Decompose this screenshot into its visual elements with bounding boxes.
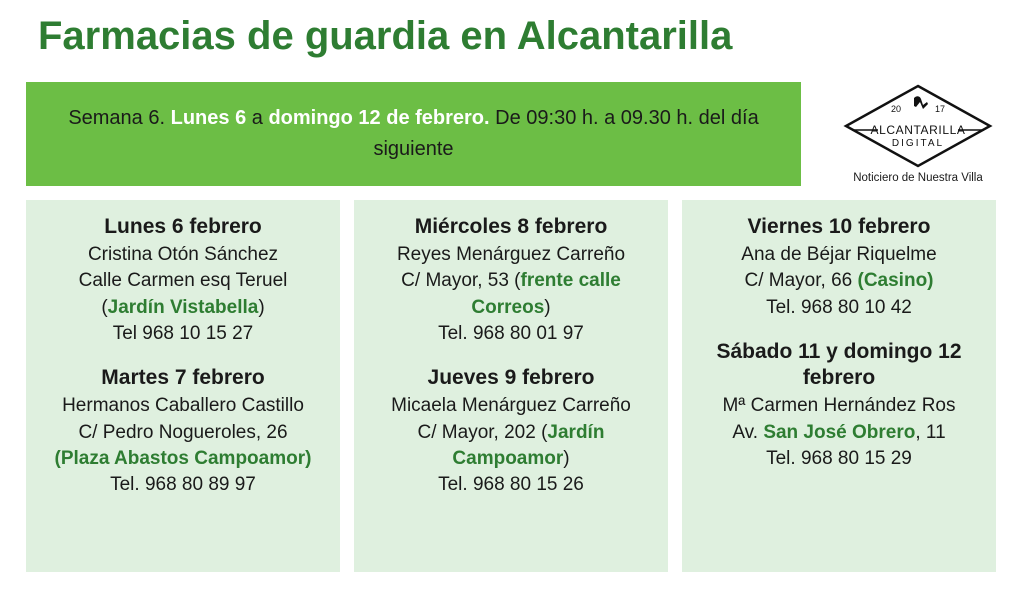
entry-address-highlight: Jardín Vistabella: [107, 296, 259, 318]
entry-address-line2: [36, 295, 330, 321]
schedule-column-2: [354, 200, 668, 572]
entry-day: Sábado 11 y domingo 12 febrero: [716, 339, 962, 390]
week-label: Semana 6.: [68, 107, 166, 129]
svg-text:20: 20: [890, 104, 902, 114]
pharmacy-entry: [364, 214, 658, 347]
entry-day: Viernes 10 febrero: [747, 215, 931, 238]
svg-text:DIGITAL: DIGITAL: [891, 138, 945, 149]
logo-caption: Noticiero de Nuestra Villa: [853, 172, 983, 184]
schedule-column-1: [26, 200, 340, 572]
entry-day: Miércoles 8 febrero: [414, 215, 608, 238]
entry-name: Hermanos Caballero Castillo: [62, 395, 304, 417]
entry-address-post: ): [563, 447, 570, 469]
svg-text:ALCANTARILLA: ALCANTARILLA: [870, 123, 966, 137]
entry-phone: Tel. 968 80 01 97: [438, 322, 584, 344]
entry-day: Jueves 9 febrero: [427, 366, 595, 390]
entry-address-line2: [364, 268, 658, 320]
entry-address-highlight: (Casino): [857, 270, 934, 292]
entry-day: Martes 7 febrero: [101, 366, 265, 390]
week-hours: De 09:30 h. a 09.30 h. del día siguiente: [373, 107, 759, 160]
entry-name: Micaela Menárguez Carreño: [391, 395, 631, 417]
entry-address-highlight: Jardín Campoamor: [452, 421, 605, 469]
entry-address-highlight: frente calle Correos: [471, 270, 621, 318]
entry-name: Cristina Otón Sánchez: [87, 244, 279, 266]
pharmacy-entry: [364, 365, 658, 498]
entry-address-line2: [692, 420, 986, 446]
entry-address-highlight: (Plaza Abastos Campoamor): [54, 447, 312, 469]
pharmacy-entry: [36, 214, 330, 347]
week-range-start: Lunes 6: [170, 107, 247, 129]
entry-address-line2: [36, 446, 330, 472]
week-range-end: domingo 12 de febrero.: [268, 107, 490, 129]
entry-address-line1: C/ Pedro Nogueroles, 26: [78, 421, 288, 443]
svg-text:17: 17: [934, 104, 946, 114]
pharmacy-entry: [692, 339, 986, 472]
entry-phone: Tel. 968 80 15 29: [766, 447, 912, 469]
entry-phone: Tel. 968 80 10 42: [766, 296, 912, 318]
entry-address-pre: C/ Mayor, 66: [744, 270, 858, 292]
entry-address-pre: (: [101, 296, 108, 318]
entry-address-post: ): [258, 296, 265, 318]
entry-phone: Tel. 968 80 89 97: [110, 474, 256, 496]
entry-day: Lunes 6 febrero: [104, 215, 262, 238]
entry-name: Ana de Béjar Riquelme: [741, 244, 937, 266]
logo: [838, 82, 998, 194]
entry-name: Mª Carmen Hernández Ros: [722, 395, 956, 417]
entry-phone: Tel. 968 80 15 26: [438, 474, 584, 496]
logo-diamond-icon: [842, 82, 994, 170]
entry-address-line2: [364, 420, 658, 472]
entry-address-post: , 11: [915, 421, 946, 443]
entry-address-pre: Av.: [732, 421, 764, 443]
entry-address-highlight: San José Obrero: [763, 421, 916, 443]
week-banner-text: [40, 103, 787, 165]
entry-address-pre: C/ Mayor, 53 (: [401, 270, 521, 292]
week-range-mid: a: [246, 107, 269, 129]
entry-address-line2: [692, 268, 986, 294]
entry-address-pre: C/ Mayor, 202 (: [417, 421, 548, 443]
entry-address-line1: Calle Carmen esq Teruel: [78, 270, 288, 292]
page-title: Farmacias de guardia en Alcantarilla: [38, 14, 733, 58]
entry-name: Reyes Menárguez Carreño: [396, 244, 626, 266]
entry-phone: Tel 968 10 15 27: [112, 322, 254, 344]
week-banner: [26, 82, 801, 186]
pharmacy-entry: [692, 214, 986, 321]
pharmacy-entry: [36, 365, 330, 498]
schedule-columns: [26, 200, 998, 572]
schedule-column-3: [682, 200, 996, 572]
entry-address-post: ): [544, 296, 551, 318]
